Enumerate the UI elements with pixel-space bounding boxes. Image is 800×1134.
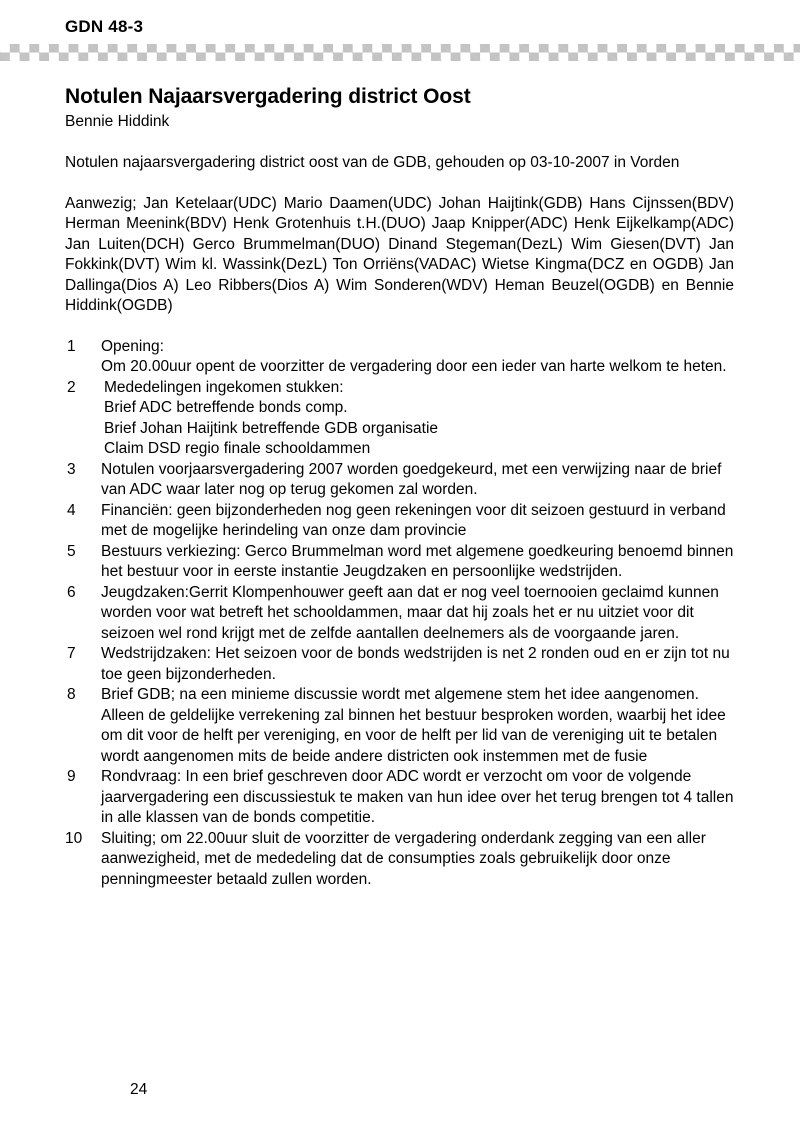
agenda-item-line: Wedstrijdzaken: Het seizoen voor de bonds wedstrijden is net 2 ronden oud en er zijn tot nu toe geen bijzonderheden. [101, 645, 730, 683]
agenda-item-line: Mededelingen ingekomen stukken: [104, 378, 344, 396]
author-byline: Bennie Hiddink [65, 113, 170, 130]
agenda-item [65, 337, 734, 378]
agenda-item [65, 460, 734, 501]
agenda-item-line: Financiën: geen bijzonderheden nog geen rekeningen voor dit seizoen gestuurd in verband met de mogelijke herindeling van onze dam provincie [101, 501, 726, 539]
agenda-item-text [101, 829, 734, 891]
page-number: 24 [130, 1081, 148, 1098]
agenda-item-line: Om 20.00uur opent de voorzitter de vergadering door een ieder van harte welkom te heten. [101, 358, 727, 375]
agenda-list [65, 337, 734, 891]
agenda-item-text [101, 542, 734, 583]
agenda-item-text [101, 337, 734, 378]
agenda-item-line: Alleen de geldelijke verrekening zal binnen het bestuur besproken worden, waarbij het idee om dit voor de helft per vereniging, en voor de helft per lid van de vereniging uit te betalen wordt aangenomen mits de beide andere districten ook instemmen met de fusie [101, 706, 726, 765]
page-title: Notulen Najaarsvergadering district Oost [65, 85, 471, 108]
agenda-item-line: Notulen voorjaarsvergadering 2007 worden goedgekeurd, met een verwijzing naar de brief van ADC waar later nog op terug gekomen zal worden. [101, 460, 722, 498]
agenda-item-number: 8 [67, 686, 76, 703]
running-header: GDN 48-3 [65, 17, 144, 36]
intro-section [65, 153, 734, 317]
agenda-item-text [101, 685, 734, 767]
agenda-item-text [101, 501, 734, 542]
agenda-item-line: Bestuurs verkiezing: Gerco Brummelman word met algemene goedkeuring benoemd binnen het bestuur voor in eerste instantie Jeugdzaken en persoonlijke wedstrijden. [101, 542, 734, 580]
agenda-item-line: Sluiting; om 22.00uur sluit de voorzitter de vergadering onderdank zegging van een aller aanwezigheid, met de mededeling dat de consumpties zoals gebruikelijk door onze penningmeester betaald zullen worden. [101, 829, 706, 888]
agenda-item-line: Opening: [101, 337, 164, 355]
agenda-item-number: 5 [67, 542, 76, 560]
agenda-item-text [101, 460, 734, 501]
agenda-item-number: 1 [67, 337, 76, 355]
agenda-item-number: 9 [67, 768, 76, 785]
agenda-item-text [101, 644, 734, 685]
agenda-item-line: Brief Johan Haijtink betreffende GDB organisatie [104, 419, 439, 437]
agenda-item-number: 3 [67, 460, 76, 478]
checkered-divider-band [0, 44, 800, 61]
agenda-item-line: Brief GDB; na een minieme discussie wordt met algemene stem het idee aangenomen. [101, 686, 699, 703]
agenda-item-number: 6 [67, 583, 76, 601]
agenda-item-line: Claim DSD regio finale schooldammen [104, 440, 371, 457]
agenda-item-text [101, 583, 734, 645]
intro-paragraph-1: Notulen najaarsvergadering district oost van de GDB, gehouden op 03-10-2007 in Vorden [65, 154, 680, 171]
agenda-item-number: 2 [67, 378, 76, 396]
agenda-item-line: Brief ADC betreffende bonds comp. [104, 399, 348, 416]
agenda-item [65, 829, 734, 891]
agenda-item-line: Rondvraag: In een brief geschreven door ADC wordt er verzocht om voor de volgende jaarvergadering een discussiestuk te maken van hun idee over het terug brengen tot 4 tallen in alle klassen van de bonds competitie. [101, 768, 734, 826]
agenda-item [65, 378, 734, 460]
agenda-item [65, 542, 734, 583]
agenda-item-line: Jeugdzaken:Gerrit Klompenhouwer geeft aan dat er nog veel toernooien geclaimd kunnen worden voor wat betreft het schooldammen, maar dat hij zoals het er nu uitziet voor dit seizoen wel rond krijgt met de zelfde aantallen deelnemers als de voorgaande jaren. [101, 583, 719, 642]
agenda-item [65, 644, 734, 685]
agenda-item [65, 583, 734, 645]
agenda-item-number: 10 [65, 829, 83, 847]
agenda-item [65, 501, 734, 542]
agenda-item-number: 7 [67, 645, 76, 662]
agenda-item [65, 767, 734, 829]
agenda-item-number: 4 [67, 501, 76, 519]
intro-paragraph-2: Aanwezig; Jan Ketelaar(UDC) Mario Daamen(UDC) Johan Haijtink(GDB) Hans Cijnssen(BDV) Herman Meenink(BDV) Henk Grotenhuis t.H.(DUO) Jaap Knipper(ADC) Henk Eijkelkamp(ADC) Jan Luiten(DCH) Gerco Brummelman(DUO) Dinand Stegeman(DezL) Wim Giesen(DVT) Jan Fokkink(DVT) Wim kl. Wassink(DezL) Ton Orriëns(VADAC) Wietse Kingma(DCZ en OGDB) Jan Dallinga(Dios A) Leo Ribbers(Dios A) Wim Sonderen(WDV) Heman Beuzel(OGDB) en Bennie Hiddink(OGDB) [65, 194, 734, 314]
agenda-item-text [101, 378, 734, 460]
agenda-item-text [101, 767, 734, 829]
document-content [65, 84, 734, 890]
agenda-item [65, 685, 734, 767]
